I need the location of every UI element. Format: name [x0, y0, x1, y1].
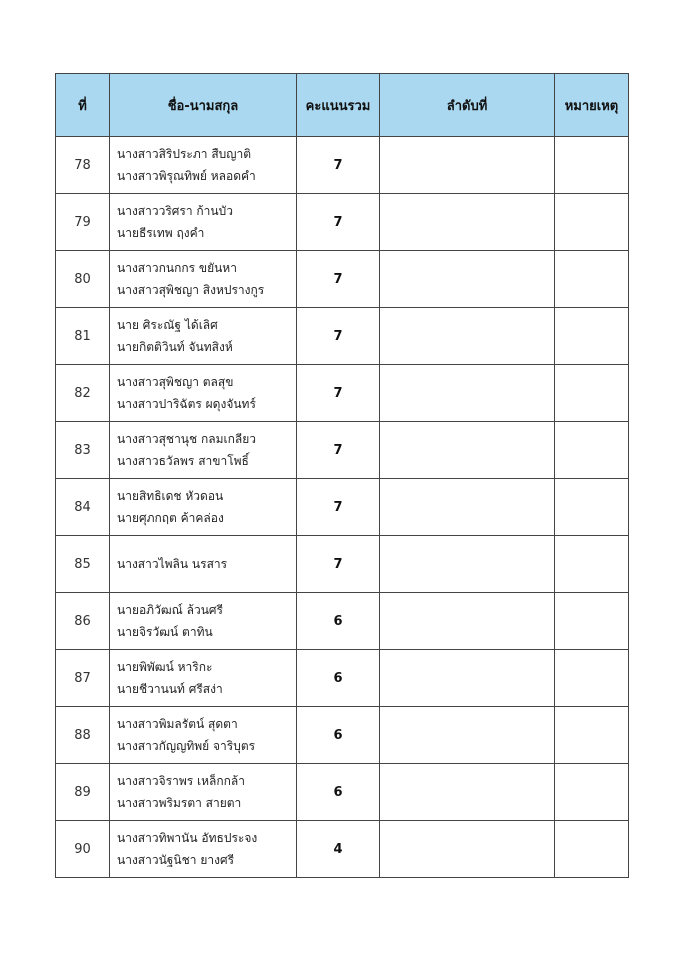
remark-cell — [555, 194, 629, 251]
student-name: นางสาวนัฐนิชา ยางศรี — [117, 853, 235, 867]
student-name: นางสาวสุพิชญา ตลสุข — [117, 375, 234, 389]
remark-cell — [555, 707, 629, 764]
table-row — [56, 137, 629, 194]
name-cell — [110, 821, 297, 878]
rank-cell — [380, 821, 555, 878]
remark-cell — [555, 137, 629, 194]
score-cell: 7 — [297, 194, 380, 251]
row-number: 88 — [56, 707, 110, 764]
student-name: นางสาวจิราพร เหล็กกล้า — [117, 774, 245, 788]
row-number: 83 — [56, 422, 110, 479]
remark-cell — [555, 308, 629, 365]
row-number: 80 — [56, 251, 110, 308]
header-name: ชื่อ-นามสกุล — [110, 74, 297, 137]
table-body — [56, 137, 629, 878]
header-row — [56, 74, 629, 137]
table-row — [56, 650, 629, 707]
name-cell — [110, 422, 297, 479]
name-cell — [110, 365, 297, 422]
table-row — [56, 365, 629, 422]
table-row — [56, 308, 629, 365]
name-cell — [110, 194, 297, 251]
row-number: 78 — [56, 137, 110, 194]
student-name: นางสาวไพลิน นรสาร — [117, 557, 228, 571]
student-name: นายธีรเทพ ฤงคำ — [117, 226, 205, 240]
score-cell: 6 — [297, 707, 380, 764]
rank-cell — [380, 479, 555, 536]
rank-cell — [380, 194, 555, 251]
remark-cell — [555, 764, 629, 821]
remark-cell — [555, 650, 629, 707]
remark-cell — [555, 422, 629, 479]
student-name: นางสาวปาริฉัตร ผดุงจันทร์ — [117, 397, 256, 411]
name-cell — [110, 536, 297, 593]
name-cell — [110, 308, 297, 365]
table-row — [56, 536, 629, 593]
student-name: นางสาววริศรา ก้านบัว — [117, 204, 233, 218]
student-name: นายศุภกฤต ค้าคล่อง — [117, 511, 224, 525]
row-number: 79 — [56, 194, 110, 251]
score-cell: 7 — [297, 308, 380, 365]
score-table — [55, 73, 629, 878]
student-name: นายสิทธิเดช หัวดอน — [117, 489, 224, 503]
row-number: 87 — [56, 650, 110, 707]
rank-cell — [380, 593, 555, 650]
header-remark: หมายเหตุ — [555, 74, 629, 137]
remark-cell — [555, 479, 629, 536]
name-cell — [110, 764, 297, 821]
student-name: นายพิพัฒน์ หาริกะ — [117, 660, 213, 674]
header-rank: ลำดับที่ — [380, 74, 555, 137]
table-row — [56, 251, 629, 308]
rank-cell — [380, 365, 555, 422]
name-cell — [110, 137, 297, 194]
score-cell: 4 — [297, 821, 380, 878]
score-cell: 6 — [297, 764, 380, 821]
row-number: 85 — [56, 536, 110, 593]
score-cell: 7 — [297, 536, 380, 593]
student-name: นางสาวสิริประภา สืบญาติ — [117, 147, 252, 161]
row-number: 89 — [56, 764, 110, 821]
score-cell: 6 — [297, 650, 380, 707]
student-name: นายจิรวัฒน์ ตาทิน — [117, 625, 213, 639]
student-name: นางสาวสุชานุช กลมเกลียว — [117, 432, 256, 446]
score-cell: 7 — [297, 251, 380, 308]
header-no: ที่ — [56, 74, 110, 137]
name-cell — [110, 251, 297, 308]
student-name: นางสาวพริมรตา สายตา — [117, 796, 242, 810]
row-number: 81 — [56, 308, 110, 365]
student-name: นางสาวธวัลพร สาขาโพธิ์ — [117, 454, 249, 468]
row-number: 84 — [56, 479, 110, 536]
table-header — [56, 74, 629, 137]
student-name: นางสาวพิรุณทิพย์ หลอดคำ — [117, 169, 256, 183]
score-cell: 7 — [297, 365, 380, 422]
name-cell — [110, 479, 297, 536]
student-name: นาย ศิระณัฐ ได้เลิศ — [117, 318, 218, 332]
rank-cell — [380, 650, 555, 707]
table-row — [56, 194, 629, 251]
table-row — [56, 479, 629, 536]
rank-cell — [380, 422, 555, 479]
score-cell: 7 — [297, 137, 380, 194]
rank-cell — [380, 137, 555, 194]
row-number: 86 — [56, 593, 110, 650]
row-number: 82 — [56, 365, 110, 422]
name-cell — [110, 593, 297, 650]
student-name: นายกิตติวินท์ จันทสิงห์ — [117, 340, 233, 354]
rank-cell — [380, 764, 555, 821]
name-cell — [110, 707, 297, 764]
rank-cell — [380, 308, 555, 365]
score-cell: 7 — [297, 479, 380, 536]
student-name: นางสาวกัญญทิพย์ จาริบุตร — [117, 739, 256, 753]
student-name: นายชีวานนท์ ศรีสง่า — [117, 682, 223, 696]
score-cell: 7 — [297, 422, 380, 479]
rank-cell — [380, 707, 555, 764]
score-cell: 6 — [297, 593, 380, 650]
table-row — [56, 422, 629, 479]
student-name: นางสาวทิพานัน อัทธประจง — [117, 831, 258, 845]
rank-cell — [380, 536, 555, 593]
student-name: นางสาวพิมลรัตน์ สุดตา — [117, 717, 238, 731]
remark-cell — [555, 593, 629, 650]
row-number: 90 — [56, 821, 110, 878]
rank-cell — [380, 251, 555, 308]
table-row — [56, 707, 629, 764]
name-cell — [110, 650, 297, 707]
remark-cell — [555, 536, 629, 593]
remark-cell — [555, 365, 629, 422]
student-name: นายอภิวัฒณ์ ล้วนศรี — [117, 603, 223, 617]
student-name: นางสาวสุพิชญา สิงหปรางกูร — [117, 283, 265, 297]
header-score: คะแนนรวม — [297, 74, 380, 137]
student-name: นางสาวกนกกร ขยันหา — [117, 261, 237, 275]
table-row — [56, 593, 629, 650]
remark-cell — [555, 821, 629, 878]
remark-cell — [555, 251, 629, 308]
table-row — [56, 821, 629, 878]
table-row — [56, 764, 629, 821]
